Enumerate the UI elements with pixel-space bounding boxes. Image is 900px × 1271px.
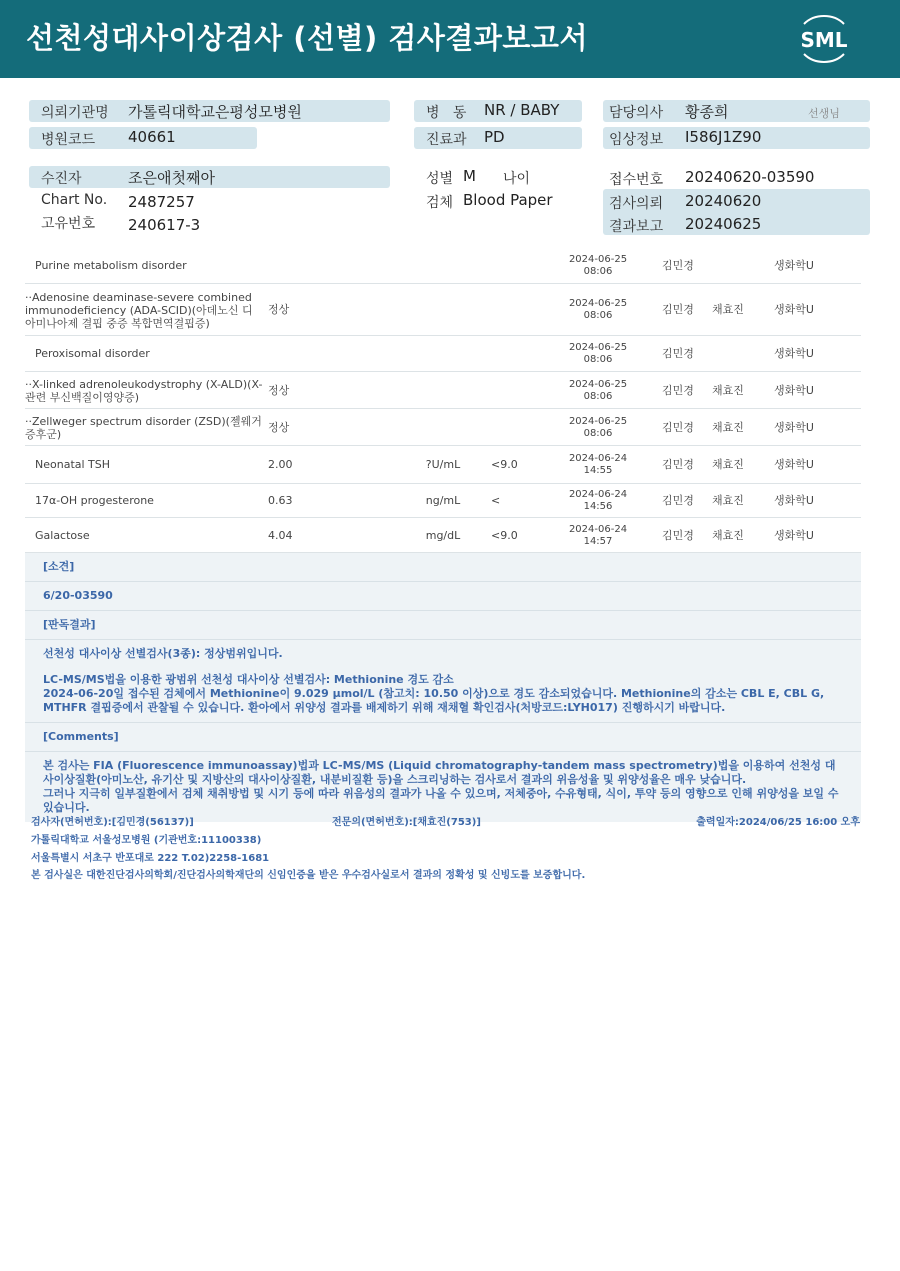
result-row bbox=[25, 484, 861, 518]
comments-header: [Comments] bbox=[25, 723, 861, 752]
result-reviewer: 채효진 bbox=[712, 420, 744, 434]
result-datetime bbox=[563, 254, 633, 278]
result-time: 14:55 bbox=[583, 465, 613, 476]
result-date: 2024-06-25 bbox=[568, 415, 628, 427]
doctor-label: 담당의사 bbox=[609, 105, 664, 121]
result-department: 생화학U bbox=[774, 347, 814, 360]
result-tester: 김민경 bbox=[662, 528, 694, 542]
result-reference: < bbox=[491, 494, 501, 507]
sml-logo bbox=[792, 10, 856, 66]
specimen-value: Blood Paper bbox=[463, 191, 553, 209]
request-date-value: 20240620 bbox=[685, 192, 762, 210]
specimen-label: 검체 bbox=[426, 195, 454, 211]
comments-body bbox=[25, 752, 861, 822]
institution-label: 의뢰기관명 bbox=[41, 105, 109, 121]
result-tester: 김민경 bbox=[662, 420, 694, 434]
result-row bbox=[25, 518, 861, 553]
result-department: 생화학U bbox=[774, 458, 814, 471]
result-value: 0.63 bbox=[268, 494, 293, 507]
chart-no-label: Chart No. bbox=[41, 192, 108, 208]
result-reference: <9.0 bbox=[491, 458, 518, 471]
result-datetime bbox=[563, 416, 633, 440]
result-reviewer: 채효진 bbox=[712, 528, 744, 542]
result-date: 2024-06-24 bbox=[568, 523, 628, 535]
result-tester: 김민경 bbox=[662, 259, 694, 272]
institution-value: 가톨릭대학교은평성모병원 bbox=[128, 103, 302, 121]
result-tester: 김민경 bbox=[662, 303, 694, 316]
comments-line-2: 그러나 지극히 일부질환에서 검체 채취방법 및 시기 등에 따라 위음성의 결과가 나올 수 있으며, 저체중아, 수유형태, 식이, 투약 등의 영향으로 인해 위양성을 보일 수 있습니다. bbox=[43, 787, 839, 814]
result-time: 14:57 bbox=[583, 535, 613, 547]
report-title: 선천성대사이상검사 (선별) 검사결과보고서 bbox=[26, 21, 588, 55]
result-date: 2024-06-25 bbox=[568, 298, 628, 309]
result-department: 생화학U bbox=[774, 303, 814, 316]
result-test-name: ··Zellweger spectrum disorder (ZSD)(젤웨거 증후군) bbox=[25, 414, 262, 441]
result-tester: 김민경 bbox=[662, 458, 694, 471]
result-test-name: 17α-OH progesterone bbox=[35, 494, 154, 507]
print-date: 출력일자:2024/06/25 16:00 오후 bbox=[696, 817, 860, 828]
age-label: 나이 bbox=[503, 171, 531, 187]
ward-value: NR / BABY bbox=[484, 101, 560, 119]
doctor-suffix: 선생님 bbox=[808, 107, 840, 120]
report-header bbox=[0, 0, 900, 78]
result-department: 생화학U bbox=[774, 494, 814, 507]
result-test-name: ··Adenosine deaminase-severe combined immunodeficiency (ADA-SCID)(아데노신 디아미나아제 결핍 중증 복합면역결핍증) bbox=[25, 291, 253, 330]
result-unit: mg/dL bbox=[425, 528, 461, 542]
result-date: 2024-06-25 bbox=[568, 342, 628, 353]
result-datetime bbox=[563, 342, 633, 366]
specialist-info: 전문의(면허번호):[채효진(753)] bbox=[332, 817, 481, 828]
interpretation-header: [판독결과] bbox=[25, 611, 861, 640]
result-date: 2024-06-25 bbox=[568, 378, 628, 390]
result-row bbox=[25, 409, 861, 446]
result-test-name: Galactose bbox=[35, 528, 90, 542]
interpretation-line-2: LC-MS/MS법을 이용한 광범위 선천성 대사이상 선별검사: Methionine 경도 감소 bbox=[43, 673, 454, 686]
sex-label: 성별 bbox=[426, 171, 454, 187]
logo-text: SML bbox=[800, 28, 848, 52]
examinee-value: 조은애첫째아 bbox=[128, 169, 215, 187]
lab-address: 서울특별시 서초구 반포대로 222 T.02)2258-1681 bbox=[31, 853, 270, 864]
examinee-label: 수진자 bbox=[41, 171, 82, 187]
result-unit: ng/mL bbox=[425, 494, 461, 507]
result-reviewer: 채효진 bbox=[712, 383, 744, 397]
result-value: 정상 bbox=[268, 303, 290, 316]
result-test-name: ··X-linked adrenoleukodystrophy (X-ALD)(X-관련 부신백질이영양증) bbox=[25, 377, 263, 404]
tester-info: 검사자(면허번호):[김민경(56137)] bbox=[31, 817, 194, 828]
receipt-no-value: 20240620-03590 bbox=[685, 168, 815, 186]
lab-name: 가톨릭대학교 서울성모병원 (기관번호:11100338) bbox=[31, 835, 262, 846]
result-row bbox=[25, 284, 861, 336]
comments-line-1: 본 검사는 FIA (Fluorescence immunoassay)법과 LC-MS/MS (Liquid chromatography-tandem mass spectrometry)법을 이용하여 선천성 대사이상질환(아미노산, 유기산 및 지방산의 대사이상질환, 내분비질환 등)을 스크리닝하는 검사로서 결과의 위음성율 및 위양성율은 매우 낮습니다. bbox=[43, 759, 836, 786]
result-value: 2.00 bbox=[268, 458, 293, 471]
ward-label: 병 동 bbox=[426, 105, 467, 121]
notes-section bbox=[25, 553, 861, 822]
result-time: 08:06 bbox=[583, 390, 613, 402]
result-value: 정상 bbox=[268, 420, 290, 434]
result-reference: <9.0 bbox=[491, 528, 518, 542]
hospital-code-label: 병원코드 bbox=[41, 132, 96, 148]
department-label: 진료과 bbox=[426, 132, 467, 148]
result-row bbox=[25, 248, 861, 284]
sex-value: M bbox=[463, 167, 476, 185]
result-reviewer: 채효진 bbox=[712, 458, 744, 471]
result-department: 생화학U bbox=[774, 528, 814, 542]
result-department: 생화학U bbox=[774, 259, 814, 272]
result-time: 08:06 bbox=[583, 354, 613, 365]
result-datetime bbox=[563, 524, 633, 548]
clinical-info-label: 임상정보 bbox=[609, 132, 664, 148]
result-datetime bbox=[563, 453, 633, 477]
report-date-value: 20240625 bbox=[685, 215, 762, 233]
unique-no-label: 고유번호 bbox=[41, 216, 96, 232]
doctor-value: 황종희 bbox=[685, 103, 729, 121]
interpretation-line-1: 선천성 대사이상 선별검사(3종): 정상범위입니다. bbox=[43, 647, 283, 660]
result-value: 4.04 bbox=[268, 528, 293, 542]
result-tester: 김민경 bbox=[662, 494, 694, 507]
result-row bbox=[25, 372, 861, 409]
result-test-name: Purine metabolism disorder bbox=[35, 259, 187, 272]
result-reviewer: 채효진 bbox=[712, 494, 744, 507]
result-department: 생화학U bbox=[774, 383, 814, 397]
results-table bbox=[25, 248, 861, 553]
result-time: 08:06 bbox=[583, 427, 613, 439]
request-date-label: 검사의뢰 bbox=[609, 196, 664, 212]
result-date: 2024-06-24 bbox=[568, 453, 628, 464]
findings-header: [소견] bbox=[25, 553, 861, 582]
receipt-no-label: 접수번호 bbox=[609, 172, 664, 188]
result-row bbox=[25, 336, 861, 372]
findings-text: 6/20-03590 bbox=[25, 582, 861, 611]
clinical-info-value: I586J1Z90 bbox=[685, 128, 762, 146]
result-reviewer: 채효진 bbox=[712, 303, 744, 316]
result-row bbox=[25, 446, 861, 484]
result-date: 2024-06-25 bbox=[568, 254, 628, 265]
result-tester: 김민경 bbox=[662, 347, 694, 360]
chart-no-value: 2487257 bbox=[128, 193, 195, 211]
certification-note: 본 검사실은 대한진단검사의학회/진단검사의학재단의 신임인증을 받은 우수검사실로서 결과의 정확성 및 신빙도를 보증합니다. bbox=[31, 870, 586, 881]
result-value: 정상 bbox=[268, 383, 290, 397]
result-datetime bbox=[563, 298, 633, 322]
result-time: 14:56 bbox=[583, 501, 613, 512]
unique-no-value: 240617-3 bbox=[128, 216, 201, 234]
result-datetime bbox=[563, 489, 633, 513]
result-time: 08:06 bbox=[583, 266, 613, 277]
interpretation-body bbox=[25, 640, 861, 723]
department-value: PD bbox=[484, 128, 505, 146]
interpretation-line-3: 2024-06-20일 접수된 검체에서 Methionine이 9.029 μmol/L (참고치: 10.50 이상)으로 경도 감소되었습니다. Methionine의 감소는 CBL E, CBL G, MTHFR 결핍증에서 관찰될 수 있습니다. 환아에서 위양성 결과를 배제하기 위해 재채혈 확인검사(처방코드:LYH017) 진행하시기 바랍니다. bbox=[43, 687, 825, 714]
result-department: 생화학U bbox=[774, 420, 814, 434]
report-date-label: 결과보고 bbox=[609, 219, 664, 235]
result-date: 2024-06-24 bbox=[568, 489, 628, 500]
result-test-name: Peroxisomal disorder bbox=[35, 347, 150, 360]
result-time: 08:06 bbox=[583, 310, 613, 321]
hospital-code-value: 40661 bbox=[128, 128, 176, 146]
result-unit: ?U/mL bbox=[425, 458, 461, 471]
result-datetime bbox=[563, 379, 633, 403]
result-tester: 김민경 bbox=[662, 383, 694, 397]
result-test-name: Neonatal TSH bbox=[35, 458, 111, 471]
